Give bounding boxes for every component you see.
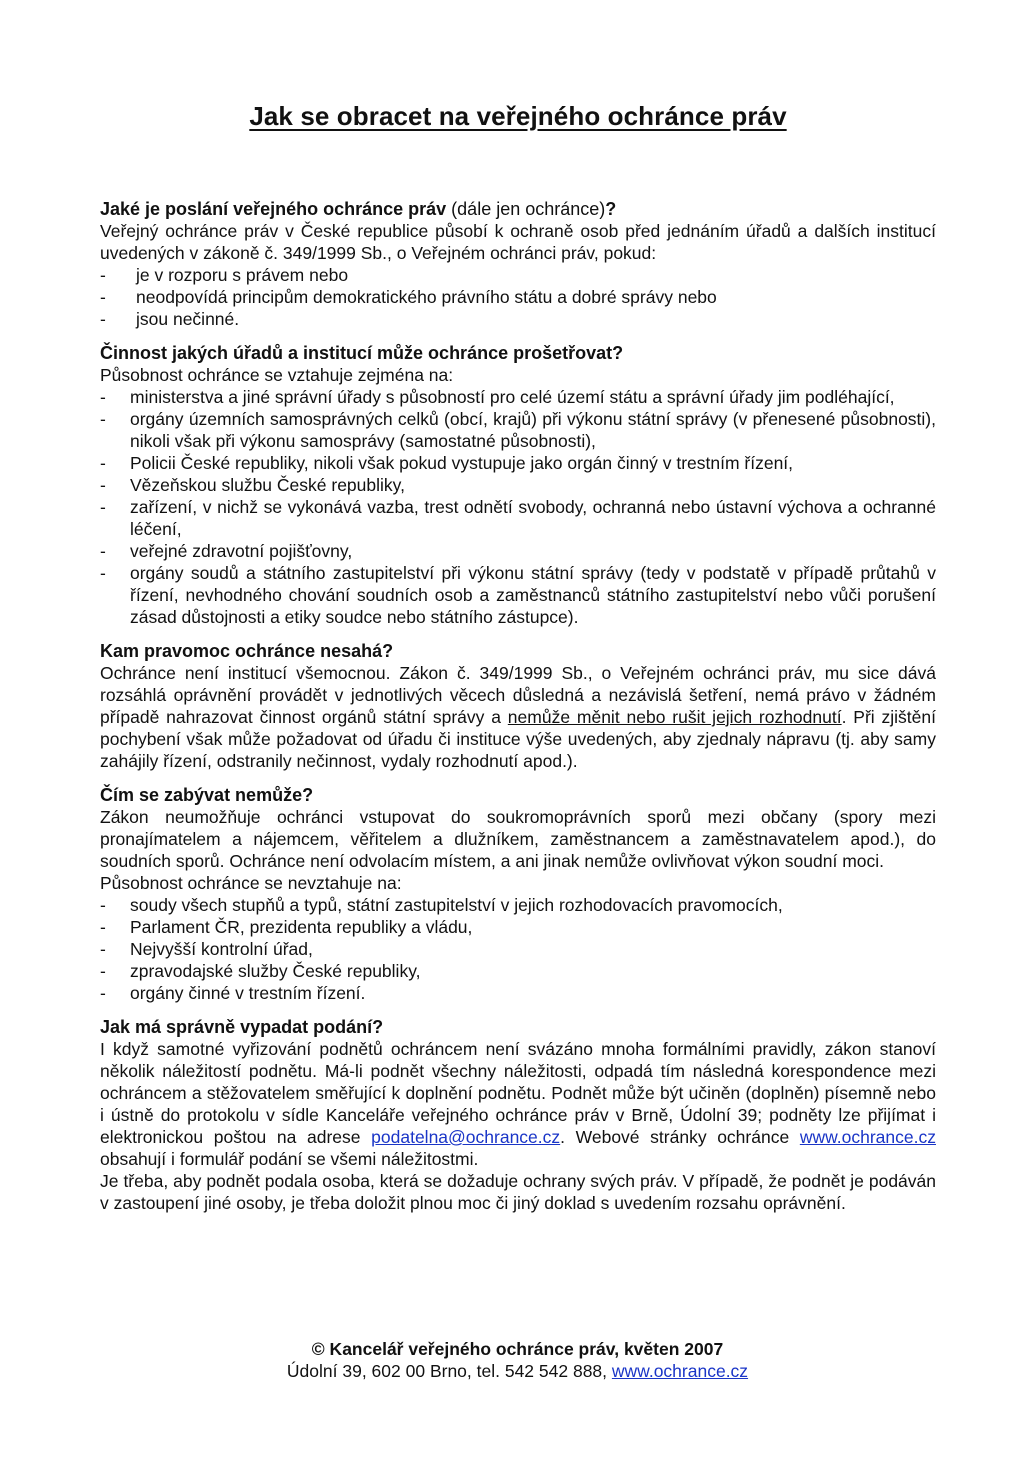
paragraph: Zákon neumožňuje ochránci vstupovat do soukromoprávních sporů mezi občany (spory mezi pronajímatelem a nájemcem, věřitelem a dlužníkem, zaměstnancem a zaměstnavatelem apod.), do soudních sporů. Ochránce není odvolacím místem, a ani jinak nemůže ovlivňovat výkon soudní moci. <box>100 807 936 871</box>
heading-bold: Jaké je poslání veřejného ochránce práv <box>100 199 447 219</box>
text-run: I když samotné vyřizování podnětů ochráncem není svázáno mnoha formálními pravidly, zákon stanoví několik náležitostí podnětu. Má-li podnět všechny náležitosti, odpadá tím následná korespondence mezi ochráncem a stěžovatelem směřující k doplnění podnětu. Podnět může být učiněn (doplněn) písemně nebo i ústně do protokolu v sídle Kanceláře veřejného ochránce práv v Brně, Údolní 39; podněty lze přijímat i elektronickou poštou na adrese <box>100 1039 936 1147</box>
bullet-list <box>100 264 936 330</box>
underlined-text: nemůže měnit nebo rušit jejich rozhodnutí <box>507 707 842 727</box>
list-item: - Parlament ČR, prezidenta republiky a vládu, <box>100 916 936 938</box>
footer <box>0 1338 1035 1382</box>
paragraph <box>100 1038 936 1170</box>
section-heading: Kam pravomoc ochránce nesahá? <box>100 641 394 661</box>
bullet-list <box>100 894 936 1004</box>
list-item: - Policii České republiky, nikoli však pokud vystupuje jako orgán činný v trestním řízení, <box>100 452 936 474</box>
text-run: . Webové stránky ochránce <box>560 1127 800 1147</box>
list-item: - Nejvyšší kontrolní úřad, <box>100 938 936 960</box>
section-heading: Jak má správně vypadat podání? <box>100 1017 384 1037</box>
footer-website-link[interactable]: www.ochrance.cz <box>611 1361 749 1381</box>
paragraph <box>100 662 936 772</box>
list-item: - jsou nečinné. <box>100 308 936 330</box>
list-item: - je v rozporu s právem nebo <box>100 264 936 286</box>
list-item: - zpravodajské služby České republiky, <box>100 960 936 982</box>
text-run: Ochránce není institucí všemocnou. Zákon č. 349/1999 Sb., o Veřejném ochránci práv, mu sice dává rozsáhlá oprávnění provádět v jednotlivých věcech důsledná a nezávislá šetření, nemá právo v žádném případě nahrazovat činnost orgánů státní správy a <box>100 663 936 727</box>
section-heading <box>100 198 936 220</box>
section-submission <box>100 1016 936 1214</box>
paragraph: Působnost ochránce se vztahuje zejména na: <box>100 365 454 385</box>
text-run: . Při zjištění pochybení však může požadovat od úřadu či instituce výše uvedených, aby zjednaly nápravu (tj. aby samy zahájily řízení, odstranily nečinnost, vydaly rozhodnutí apod.). <box>100 707 936 771</box>
list-item: - zařízení, v nichž se vykonává vazba, trest odnětí svobody, ochranná nebo ústavní výchova a ochranné léčení, <box>100 496 936 540</box>
heading-normal: (dále jen ochránce) <box>446 199 606 219</box>
paragraph: Veřejný ochránce práv v České republice působí k ochraně osob před jednáním úřadů a dalších institucí uvedených v zákoně č. 349/1999 Sb., o Veřejném ochránci práv, pokud: <box>100 221 936 263</box>
paragraph: Je třeba, aby podnět podala osoba, která se dožaduje ochrany svých práv. V případě, že podnět je podáván v zastoupení jiné osoby, je třeba doložit plnou moc či jiný doklad s uvedením rozsahu oprávnění. <box>100 1171 936 1213</box>
list-item: - soudy všech stupňů a typů, státní zastupitelství v jejich rozhodovacích pravomocích, <box>100 894 936 916</box>
footer-copyright: © Kancelář veřejného ochránce práv, květen 2007 <box>311 1339 724 1359</box>
paragraph: Působnost ochránce se nevztahuje na: <box>100 873 402 893</box>
list-item: - orgány soudů a státního zastupitelství při výkonu státní správy (tedy v podstatě v případě průtahů v řízení, nevhodného chování soudních osob a zaměstnanců státního zastupitelství nebo vůči porušení zásad důstojnosti a etiky soudce nebo státního zástupce). <box>100 562 936 628</box>
bullet-list <box>100 386 936 628</box>
section-scope <box>100 342 936 628</box>
section-heading: Činnost jakých úřadů a institucí může ochránce prošetřovat? <box>100 343 624 363</box>
list-item: - neodpovídá principům demokratického právního státu a dobré správy nebo <box>100 286 936 308</box>
section-mission <box>100 198 936 330</box>
footer-address <box>0 1360 1035 1382</box>
address-text: Údolní 39, 602 00 Brno, tel. 542 542 888, <box>286 1361 612 1381</box>
list-item: - orgány činné v trestním řízení. <box>100 982 936 1004</box>
website-link[interactable]: www.ochrance.cz <box>799 1127 936 1147</box>
list-item: - veřejné zdravotní pojišťovny, <box>100 540 936 562</box>
section-exclusions <box>100 784 936 1004</box>
page-title: Jak se obracet na veřejného ochránce práv <box>249 101 787 131</box>
section-heading: Čím se zabývat nemůže? <box>100 785 314 805</box>
text-run: obsahují i formulář podání se všemi náležitostmi. <box>100 1149 479 1169</box>
section-limits <box>100 640 936 772</box>
list-item: - orgány územních samosprávných celků (obcí, krajů) při výkonu státní správy (v přenesené působnosti), nikoli však při výkonu samosprávy (samostatné působnosti), <box>100 408 936 452</box>
list-item: - ministerstva a jiné správní úřady s působností pro celé území státu a správní úřady jim podléhající, <box>100 386 936 408</box>
email-link[interactable]: podatelna@ochrance.cz <box>371 1127 561 1147</box>
list-item: - Vězeňskou službu České republiky, <box>100 474 936 496</box>
document-page <box>100 0 936 1214</box>
heading-mark: ? <box>605 199 617 219</box>
